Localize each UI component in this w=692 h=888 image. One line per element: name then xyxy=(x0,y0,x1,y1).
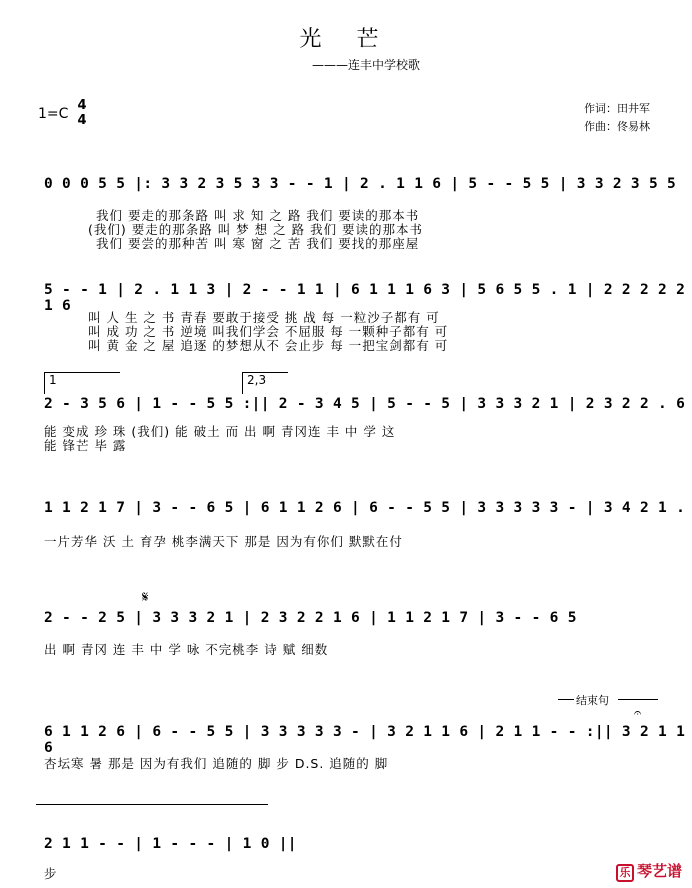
lyric-verse-2: 叫 成 功 之 书 逆境 叫我们学会 不屈服 每 一颗种子都有 可 xyxy=(88,324,449,339)
notation-line: 2 - - 2 5 | 3 3 3 2 1 | 2 3 2 2 1 6 | 1 1 2 1 7 | 3 - - 6 5 xyxy=(44,610,577,626)
lyric-verse-3: 叫 黄 金 之 屋 追逐 的梦想从不 会止步 每 一把宝剑都有 可 xyxy=(88,338,449,353)
lyric-verse-1: 能 变成 珍 珠 (我们) 能 破土 而 出 啊 青冈连 丰 中 学 这 xyxy=(44,424,396,439)
time-signature xyxy=(76,98,88,128)
notation-line: 5 - - 1 | 2 . 1 1 3 | 2 - - 1 1 | 6 1 1 1 6 3 | 5 6 5 5 . 1 | 2 2 2 2 2 1 6 xyxy=(44,282,686,314)
notation-line: 1 1 2 1 7 | 3 - - 6 5 | 6 1 1 2 6 | 6 - - 5 5 | 3 3 3 3 3 - | 3 4 2 1 . xyxy=(44,500,686,516)
lyric-verse-1: 一片芳华 沃 土 育孕 桃李满天下 那是 因为有你们 默默在付 xyxy=(44,534,403,549)
song-title: 光 芒 xyxy=(299,27,393,52)
lyric-verse-2: 能 锋芒 毕 露 xyxy=(44,438,127,453)
first-ending-label: 1 xyxy=(49,373,57,387)
lyric-verse-1: 步 xyxy=(44,866,58,881)
second-ending-label: 2,3 xyxy=(247,373,267,387)
lyric-verse-3: 我们 要尝的那种苦 叫 寒 窗 之 苦 我们 要找的那座屋 xyxy=(96,236,420,251)
ending-phrase-line-right xyxy=(618,699,658,700)
site-watermark xyxy=(616,860,682,882)
key-signature: 1=C xyxy=(38,106,69,122)
composer-credit: 作曲：佟易林 xyxy=(584,120,650,133)
watermark-logo-icon: 乐 xyxy=(616,864,634,882)
ending-phrase-line-left xyxy=(558,699,574,700)
notation-line: 2 1 1 - - | 1 - - - | 1 0 || xyxy=(44,836,297,852)
lyric-verse-1: 我们 要走的那条路 叫 求 知 之 路 我们 要读的那本书 xyxy=(96,208,420,223)
lyric-verse-2: (我们) 要走的那条路 叫 梦 想 之 路 我们 要读的那本书 xyxy=(88,222,424,237)
lyric-verse-1: 杏坛寒 暑 那是 因为有我们 追随的 脚 步 D.S. 追随的 脚 xyxy=(44,756,389,771)
lyric-verse-1: 出 啊 青冈 连 丰 中 学 咏 不完桃李 诗 赋 细数 xyxy=(44,642,329,657)
lyricist-credit: 作词：田井军 xyxy=(584,102,650,115)
time-signature-top: 4 xyxy=(77,98,87,113)
notation-line: 0 0 0 5 5 |: 3 3 2 3 5 3 3 - - 1 | 2 . 1 1 6 | 5 - - 5 5 | 3 3 2 3 5 5 xyxy=(44,176,677,192)
ending-phrase-label: 结束句 xyxy=(576,694,609,707)
fermata-sign: 𝄐 xyxy=(634,706,642,721)
system-top-line xyxy=(36,804,268,805)
watermark-text: 琴艺谱 xyxy=(636,862,682,880)
second-ending-bracket xyxy=(242,372,288,394)
notation-line: 2 - 3 5 6 | 1 - - 5 5 :|| 2 - 3 4 5 | 5 - - 5 | 3 3 3 2 1 | 2 3 2 2 . 6 xyxy=(44,396,686,412)
lyric-verse-1: 叫 人 生 之 书 青春 要敢于接受 挑 战 每 一粒沙子都有 可 xyxy=(88,310,440,325)
notation-line: 6 1 1 2 6 | 6 - - 5 5 | 3 3 3 3 3 - | 3 2 1 1 6 | 2 1 1 - - :|| 3 2 1 1 6 xyxy=(44,724,686,756)
time-signature-bottom: 4 xyxy=(77,113,87,128)
song-subtitle: ———连丰中学校歌 xyxy=(312,58,421,72)
first-ending-bracket xyxy=(44,372,120,394)
segno-sign: 𝄋 xyxy=(142,588,149,606)
